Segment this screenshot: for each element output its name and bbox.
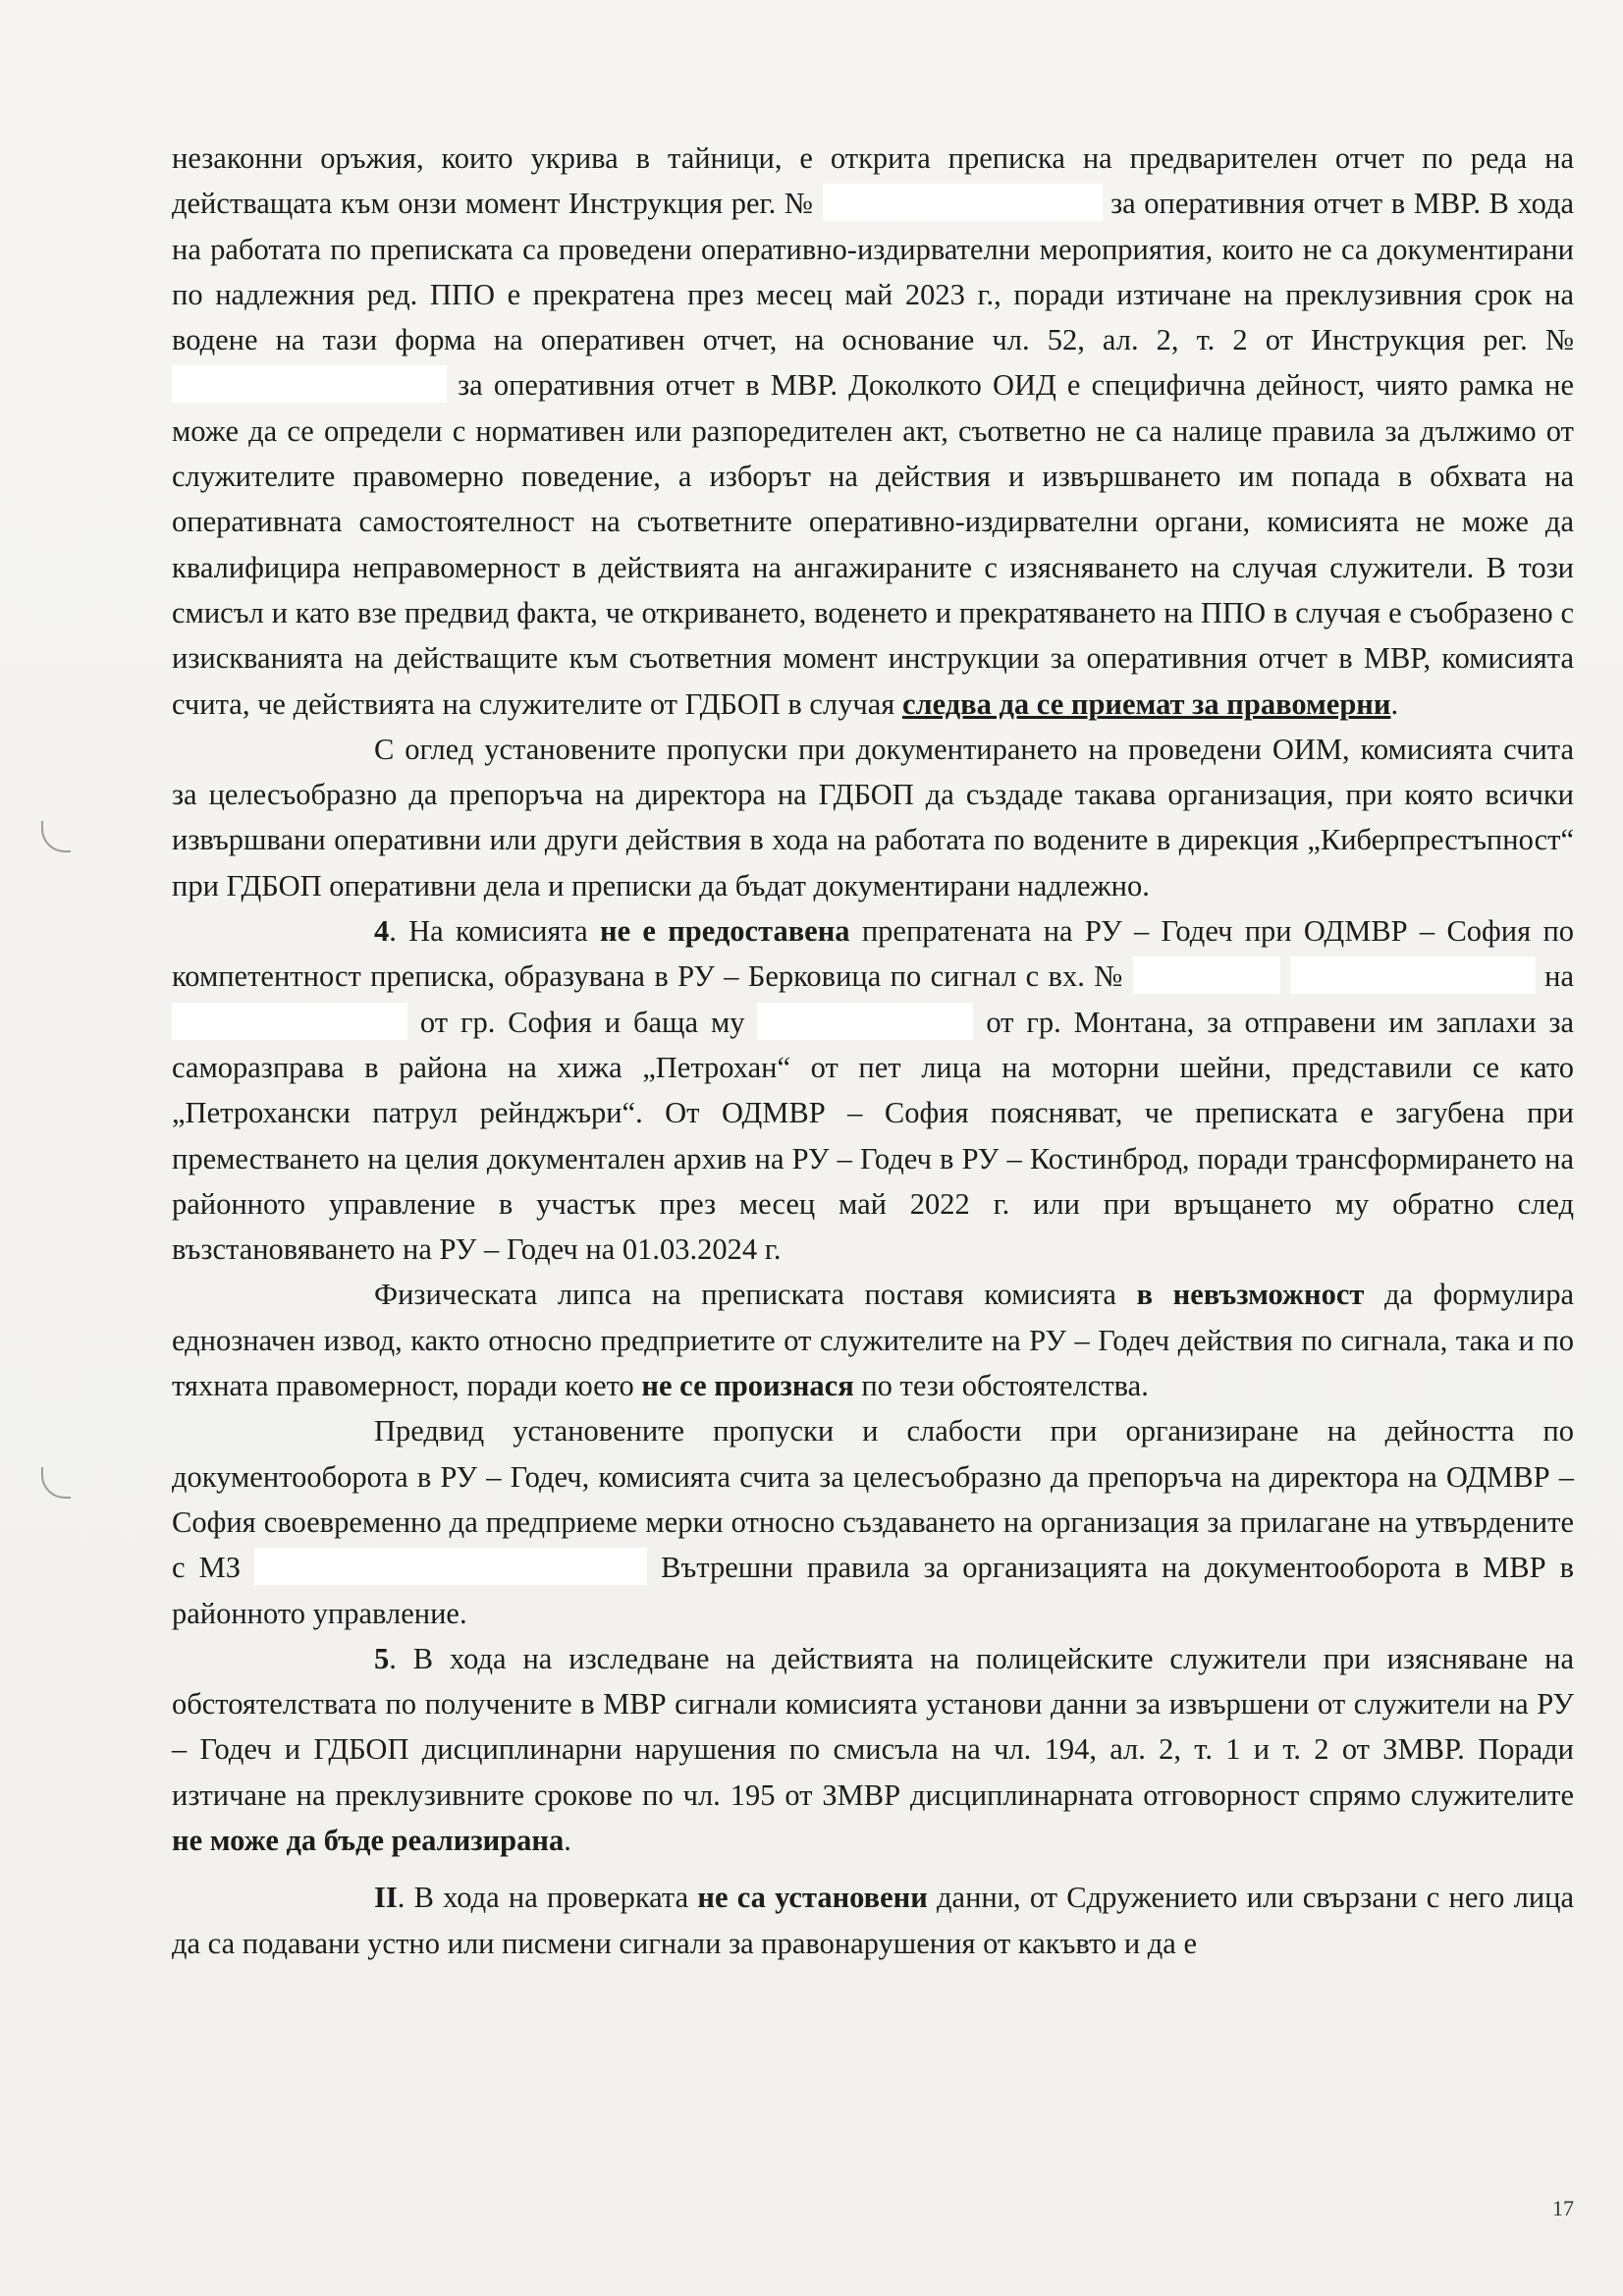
page-number: 17 — [1552, 2196, 1574, 2220]
redaction-box — [757, 1003, 973, 1040]
paragraph: Предвид установените пропуски и слабости при организиране на дейността по документооборота в РУ – Годеч, комисията счита за целесъобразно да препоръча на директора на ОДМВР – София своевременно да предприеме мерки относно създаването на организация за прилагане на утвърдените с МЗ Вътрешни правила за организацията на документооборота в МВР в районното управление. — [172, 1414, 1574, 1630]
punch-hole-mark — [41, 821, 71, 852]
redaction-box — [254, 1548, 647, 1585]
redaction-box — [1133, 957, 1280, 994]
redaction-box — [172, 365, 447, 403]
section-number: II — [374, 1881, 398, 1915]
paragraph: II. В хода на проверката не са установени данни, от Сдружението или свързани с него лица да са подавани устно или писмени сигнали за правонарушения от какъвто и да е — [172, 1881, 1575, 1960]
punch-hole-mark — [41, 1467, 71, 1499]
paragraph: незаконни оръжия, които укрива в тайници, е открита преписка на предварителен отчет по реда на действащата към онзи момент Инструкция рег. № за оперативния отчет в МВР. В хода на работата по преписката са проведени оперативно-издирвателни мероприятия, които не са документирани по надлежния ред. ППО е прекратена през месец май 2023 г., поради изтичане на преклузивния срок на водене на тази форма на оперативен отчет, на основание чл. 52, ал. 2, т. 2 от Инструкция рег. № за оперативния отчет в МВР. Доколкото ОИД е специфична дейност, чиято рамка не може да се определи с нормативен или разпоредителен акт, съответно не са налице правила за дължимо от служителите правомерно поведение, а изборът на действия и извършването им попада в обхвата на оперативната самостоятелност на съответните оперативно-издирвателни органи, комисията не може да квалифицира неправомерност в действията на ангажираните с изясняването на случая служители. В този смисъл и като взе предвид факта, че откриването, воденето и прекратяването на ППО в случая е съобразено с изискванията на действащите към съответния момент инструкции за оперативния отчет в МВР, комисията счита, че действията на служителите от ГДБОП в случая следва да се приемат за правомерни. — [172, 141, 1575, 721]
document-body — [172, 136, 1574, 1966]
paragraph: Физическата липса на преписката поставя комисията в невъзможност да формулира еднозначен извод, както относно предприетите от служителите на РУ – Годеч действия по сигнала, така и по тяхната правомерност, поради което не се произнася по тези обстоятелства. — [172, 1278, 1574, 1403]
item-number: 5 — [374, 1641, 390, 1675]
paragraph: 4. На комисията не е предоставена препратената на РУ – Годеч при ОДМВР – София по компетентност преписка, образувана в РУ – Берковица по сигнал с вх. № на от гр. София и баща му от гр. Монтана, за отправени им заплахи за саморазправа в района на хижа „Петрохан“ от пет лица на моторни шейни, представили се като „Петрохански патрул рейнджъри“. От ОДМВР – София поясняват, че преписката е загубена при преместването на целия документален архив на РУ – Годеч в РУ – Костинброд, поради трансформирането на районното управление в участък през месец май 2022 г. или при връщането му обратно след възстановяването на РУ – Годеч на 01.03.2024 г. — [172, 914, 1575, 1267]
paragraph: С оглед установените пропуски при документирането на проведени ОИМ, комисията счита за целесъобразно да препоръча на директора на ГДБОП да създаде такава организация, при която всички извършвани оперативни или други действия в хода на работата по водените в дирекция „Киберпрестъпност“ при ГДБОП оперативни дела и преписки да бъдат документирани надлежно. — [172, 732, 1574, 902]
redaction-box — [1290, 957, 1536, 994]
redaction-box — [172, 1003, 407, 1040]
bold-underlined-conclusion: следва да се приемат за правомерни — [901, 686, 1391, 721]
paragraph: 5. В хода на изследване на действията на полицейските служители при изясняване на обстоятелствата по получените в МВР сигнали комисията установи данни за извършени от служители на РУ – Годеч и ГДБОП дисциплинарни нарушения по смисъла на чл. 194, ал. 2, т. 1 и т. 2 от ЗМВР. Поради изтичане на преклузивните срокове по чл. 195 от ЗМВР дисциплинарната отговорност спрямо служителите не може да бъде реализирана. — [172, 1641, 1574, 1857]
redaction-box — [823, 184, 1103, 221]
item-number: 4 — [374, 914, 390, 949]
